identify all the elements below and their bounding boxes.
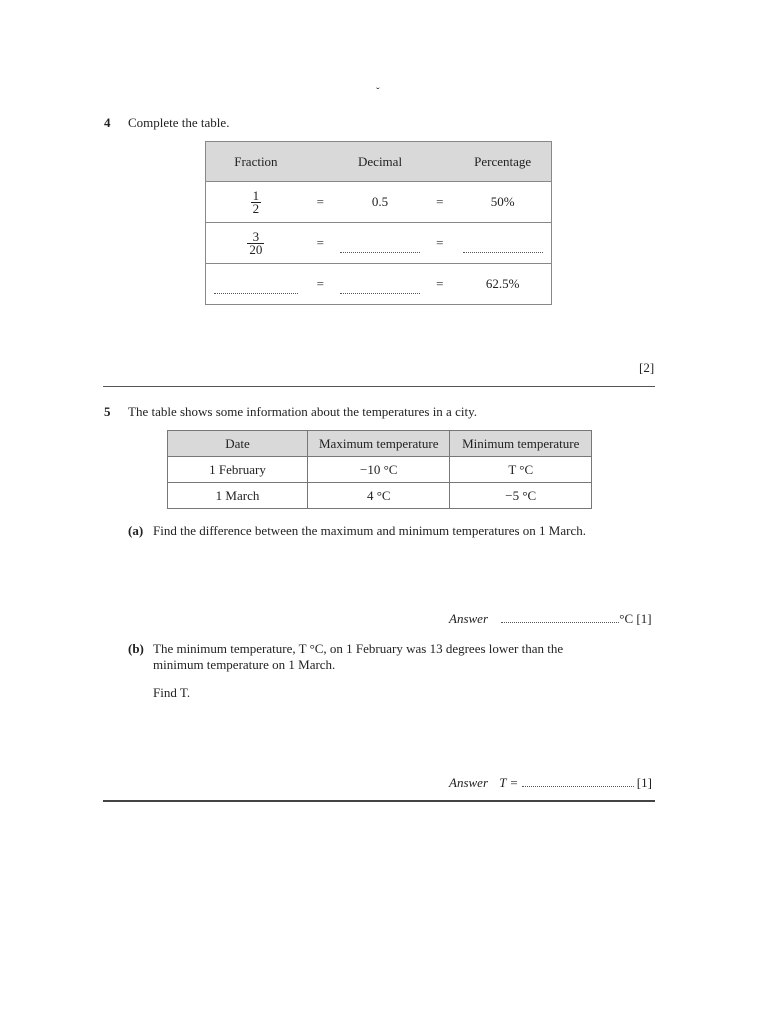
decimal-answer-blank[interactable] bbox=[340, 251, 420, 253]
date-cell: 1 February bbox=[168, 457, 308, 483]
table-row bbox=[206, 264, 552, 305]
min-temp-cell: T °C bbox=[450, 457, 592, 483]
equals-sign: = bbox=[306, 182, 335, 223]
section-divider bbox=[103, 800, 655, 802]
header-max-temp: Maximum temperature bbox=[308, 431, 450, 457]
part-b-find: Find T. bbox=[153, 685, 191, 700]
percentage-value: 50% bbox=[454, 182, 551, 223]
part-b-marks: [1] bbox=[636, 775, 652, 790]
answer-variable: T = bbox=[499, 775, 519, 790]
percentage-value: 62.5% bbox=[485, 276, 520, 291]
table-row bbox=[206, 182, 552, 223]
part-a-unit-marks: °C [1] bbox=[619, 611, 652, 626]
answer-label: Answer bbox=[449, 611, 488, 626]
question-5-number: 5 bbox=[104, 404, 111, 419]
max-temp-cell: 4 °C bbox=[308, 483, 450, 509]
fraction-value: $\frac{1}{2}$ bbox=[252, 187, 260, 216]
header-percentage: Percentage bbox=[454, 142, 551, 182]
table-header-row bbox=[168, 431, 592, 457]
part-a-answer-blank[interactable] bbox=[501, 621, 619, 623]
equals-sign: = bbox=[316, 276, 324, 291]
equals-sign: = bbox=[425, 223, 454, 264]
fraction-answer-blank[interactable] bbox=[214, 292, 298, 294]
part-b-answer bbox=[449, 775, 652, 791]
percentage-answer-blank[interactable] bbox=[463, 251, 543, 253]
question-5-prompt: The table shows some information about the temperatures in a city. bbox=[128, 404, 477, 419]
question-4-prompt: Complete the table. bbox=[128, 115, 230, 130]
max-temp-cell: −10 °C bbox=[308, 457, 450, 483]
temperature-table bbox=[167, 430, 592, 509]
answer-label: Answer bbox=[449, 775, 488, 790]
table-row bbox=[168, 483, 592, 509]
fraction-value: $\frac{3}{20}$ bbox=[249, 228, 263, 257]
section-divider bbox=[103, 386, 655, 387]
min-temp-cell: −5 °C bbox=[450, 483, 592, 509]
question-4-number: 4 bbox=[104, 115, 111, 130]
equals-sign: = bbox=[425, 182, 454, 223]
part-b-answer-blank[interactable] bbox=[522, 785, 634, 787]
equals-sign: = bbox=[436, 276, 444, 291]
equals-sign: = bbox=[306, 223, 335, 264]
table-header-row bbox=[206, 142, 552, 182]
part-a-answer bbox=[449, 611, 652, 627]
header-min-temp: Minimum temperature bbox=[450, 431, 592, 457]
decimal-answer-blank[interactable] bbox=[340, 292, 420, 294]
part-b-text-line2: minimum temperature on 1 March. bbox=[153, 657, 336, 672]
header-date: Date bbox=[168, 431, 308, 457]
part-b-label: (b) bbox=[128, 641, 144, 656]
table-row bbox=[206, 223, 552, 264]
part-b-text-line1: The minimum temperature, T °C, on 1 February was 13 degrees lower than the bbox=[153, 641, 564, 656]
part-a-text: Find the difference between the maximum and minimum temperatures on 1 March. bbox=[153, 523, 586, 538]
date-cell: 1 March bbox=[168, 483, 308, 509]
fraction-decimal-percentage-table bbox=[205, 141, 552, 305]
header-decimal: Decimal bbox=[335, 142, 426, 182]
page-mark: ˇ bbox=[376, 86, 380, 98]
question-4-marks: [2] bbox=[639, 360, 655, 375]
header-fraction: Fraction bbox=[206, 142, 306, 182]
decimal-value: 0.5 bbox=[335, 182, 426, 223]
part-a-label: (a) bbox=[128, 523, 144, 538]
table-row bbox=[168, 457, 592, 483]
